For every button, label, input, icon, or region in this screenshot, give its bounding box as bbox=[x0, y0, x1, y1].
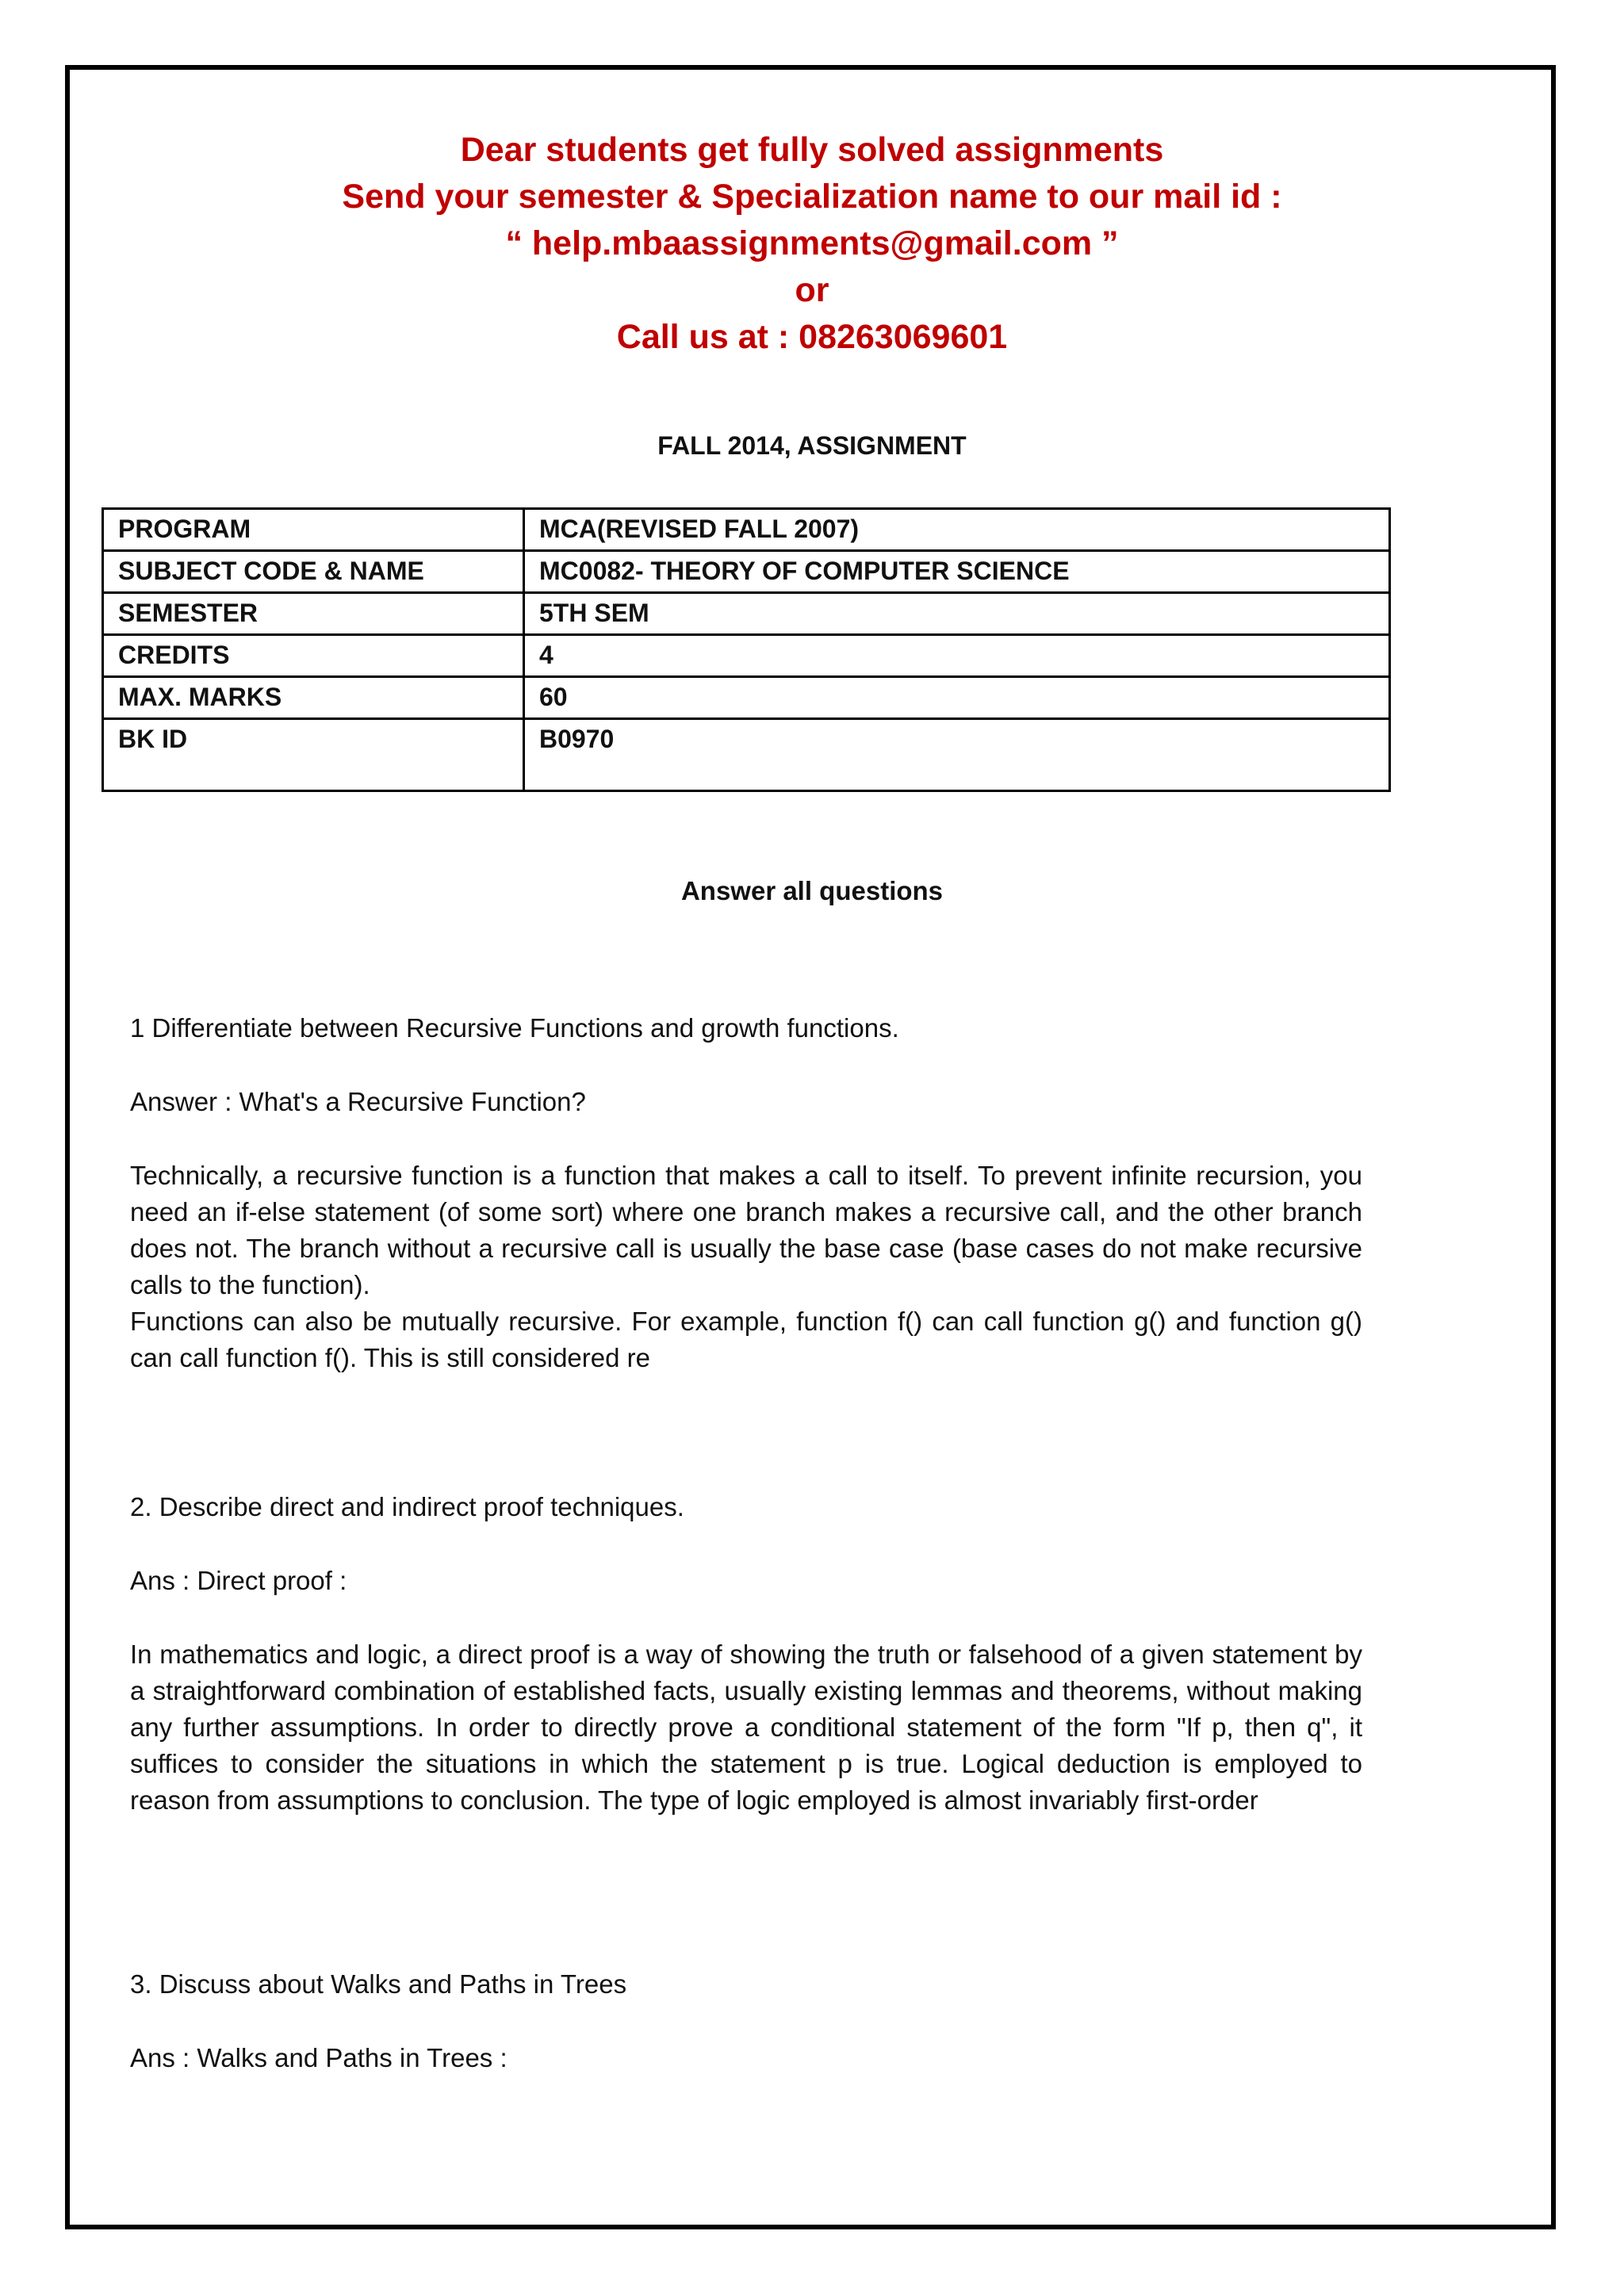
semester-value: 5TH SEM bbox=[524, 593, 1390, 635]
instructions: Answer all questions bbox=[680, 876, 944, 905]
table-row bbox=[103, 593, 1390, 635]
assignment-title: FALL 2014, ASSIGNMENT bbox=[657, 431, 967, 460]
credits-value: 4 bbox=[524, 635, 1390, 677]
table-row bbox=[103, 509, 1390, 551]
credits-label: CREDITS bbox=[103, 635, 524, 677]
max-marks-value: 60 bbox=[524, 677, 1390, 719]
program-label: PROGRAM bbox=[103, 509, 524, 551]
promo-banner bbox=[0, 0, 1624, 361]
answer-1-heading: Answer : What's a Recursive Function? bbox=[130, 1087, 586, 1116]
semester-label: SEMESTER bbox=[103, 593, 524, 635]
answer-1-body bbox=[130, 1158, 1362, 1376]
page-border bbox=[65, 65, 1556, 2229]
table-row bbox=[103, 677, 1390, 719]
subject-label: SUBJECT CODE & NAME bbox=[103, 551, 524, 593]
answer-2-heading: Ans : Direct proof : bbox=[130, 1566, 347, 1595]
promo-line-1: Dear students get fully solved assignments bbox=[460, 131, 1164, 169]
assignment-info-table bbox=[102, 507, 1391, 792]
promo-or: or bbox=[795, 271, 829, 309]
answer-2-body bbox=[130, 1636, 1362, 1819]
question-2: 2. Describe direct and indirect proof techniques. bbox=[130, 1492, 684, 1521]
table-row bbox=[103, 719, 1390, 791]
question-1: 1 Differentiate between Recursive Functions and growth functions. bbox=[130, 1013, 899, 1043]
subject-value: MC0082- THEORY OF COMPUTER SCIENCE bbox=[524, 551, 1390, 593]
table-row bbox=[103, 551, 1390, 593]
bk-id-value: B0970 bbox=[524, 719, 1390, 791]
promo-phone: Call us at : 08263069601 bbox=[616, 318, 1008, 356]
question-3: 3. Discuss about Walks and Paths in Trees bbox=[130, 1969, 627, 1999]
promo-email: “ help.mbaassignments@gmail.com ” bbox=[505, 224, 1119, 262]
answer-1-paragraph-2: Functions can also be mutually recursive. For example, function f() can call function g() and function g() can call function f(). This is still considered re bbox=[130, 1307, 1362, 1372]
program-value: MCA(REVISED FALL 2007) bbox=[524, 509, 1390, 551]
answer-2-paragraph-1: In mathematics and logic, a direct proof is a way of showing the truth or falsehood of a given statement by a straightforward combination of established facts, usually existing lemmas and theorems, without making any further assumptions. In order to directly prove a conditional statement of the form "If p, then q", it suffices to consider the situations in which the statement p is true. Logical deduction is employed to reason from assumptions to conclusion. The type of logic employed is almost invariably first-order bbox=[130, 1640, 1362, 1815]
bk-id-label: BK ID bbox=[103, 719, 524, 791]
answer-3-heading: Ans : Walks and Paths in Trees : bbox=[130, 2043, 508, 2072]
max-marks-label: MAX. MARKS bbox=[103, 677, 524, 719]
table-row bbox=[103, 635, 1390, 677]
promo-line-2: Send your semester & Specialization name to our mail id : bbox=[342, 178, 1282, 216]
answer-1-paragraph-1: Technically, a recursive function is a function that makes a call to itself. To prevent infinite recursion, you need an if-else statement (of some sort) where one branch makes a recursive call, and the other branch does not. The branch without a recursive call is usually the base case (base cases do not make recursive calls to the function). bbox=[130, 1161, 1362, 1299]
